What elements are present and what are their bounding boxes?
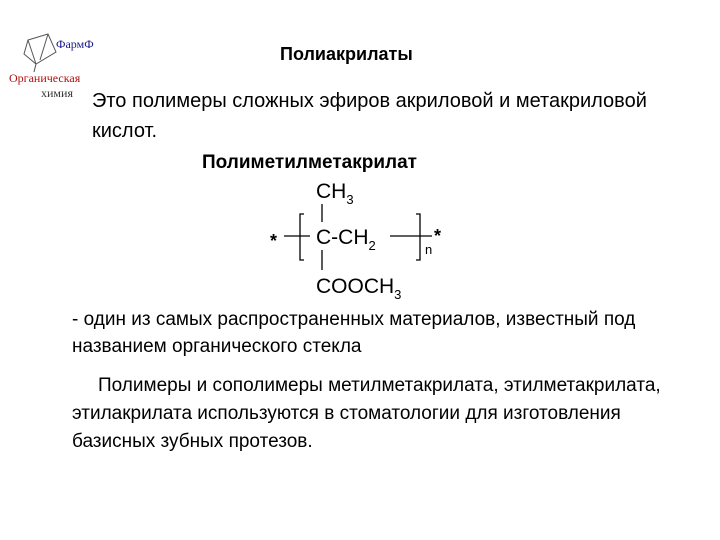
intro-text: Это полимеры сложных эфиров акриловой и метакриловой кислот. xyxy=(92,90,647,142)
paragraph-1: - один из самых распространенных материалов, известный под названием органического стекла xyxy=(72,309,636,357)
slide-title: Полиакрилаты xyxy=(280,44,413,64)
formula-star-left: * xyxy=(270,231,278,251)
formula-star-right: * xyxy=(434,226,442,246)
logo-subject-line1: Органическая xyxy=(9,71,81,85)
subtitle: Полиметилметакрилат xyxy=(202,152,417,173)
paragraph-2 xyxy=(72,372,672,456)
paragraph-2-text: Полимеры и сополимеры метилметакрилата, этилметакрилата, этилакрилата используются в стоматологии для изготовления базисных зубных протезов. xyxy=(72,375,661,452)
logo-subject-line2: химия xyxy=(41,86,73,100)
structural-formula xyxy=(260,176,460,306)
formula-cooch3: $COOCH_3$ xyxy=(316,275,402,302)
formula-n: n xyxy=(425,242,433,257)
formula-c-ch2: $C-CH_2$ xyxy=(316,226,376,253)
formula-ch3: $CH_3$ xyxy=(316,180,354,207)
logo-caption: ФармФ xyxy=(56,37,94,51)
